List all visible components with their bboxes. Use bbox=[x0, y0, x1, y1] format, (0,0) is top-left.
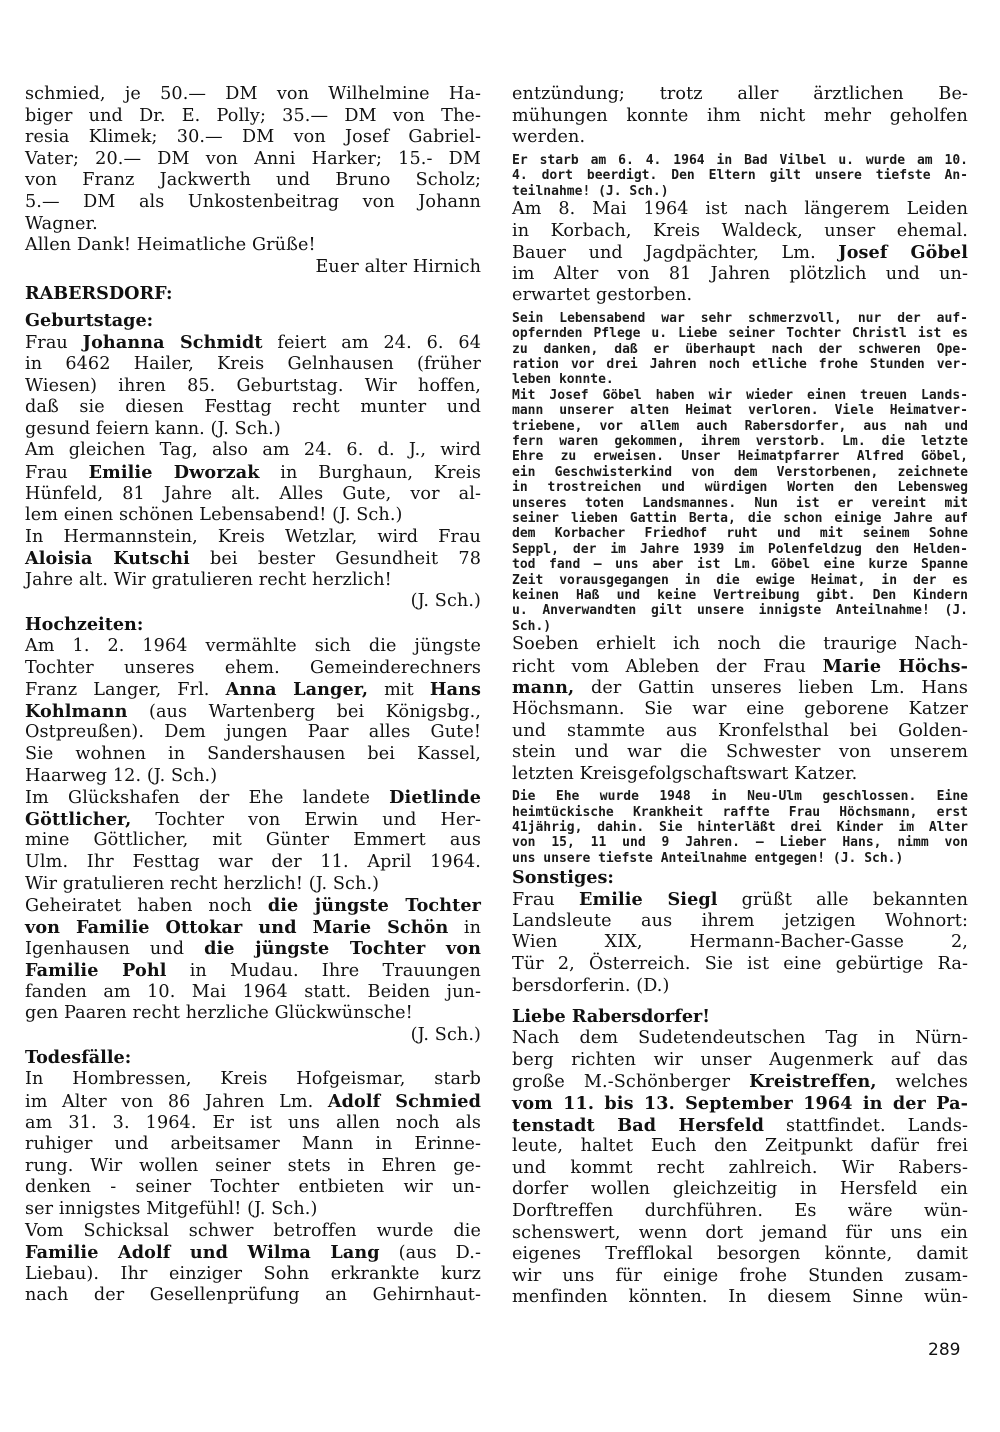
small-line: triebene, vor allem auch Rabersdorfer, aus nah und bbox=[512, 418, 968, 434]
small-line: dem Korbacher Friedhof ruht und mit seinem Sohne bbox=[512, 526, 968, 542]
heading-letter: Liebe Rabersdorfer! bbox=[512, 1006, 711, 1028]
text-line: Am gleichen Tag, also am 24. 6. d. J., wird bbox=[25, 440, 481, 461]
deaths-section bbox=[25, 1069, 481, 1307]
small-line: Die Ehe wurde 1948 in Neu-Ulm geschlossen. Eine bbox=[512, 789, 968, 805]
small-line: 4. dort beerdigt. Den Eltern gilt unsere tiefste An- bbox=[512, 168, 968, 184]
text-line: menfinden könnten. In diesem Sinne wün- bbox=[512, 1287, 968, 1308]
small-line: Sch.) bbox=[512, 618, 552, 634]
text-line: Göttlicher, Tochter von Erwin und Her- bbox=[25, 808, 481, 830]
small-line: seiner lieben Gattin Berta, die schon einige Jahre auf bbox=[512, 511, 968, 526]
text-line: von Franz Jackwerth und Bruno Scholz; bbox=[25, 170, 481, 191]
text-line: Wagner. bbox=[25, 213, 98, 234]
text-line: leute, haltet Euch den Zeitpunkt dafür frei bbox=[512, 1136, 968, 1157]
text-line: stein und war die Schwester von unserem bbox=[512, 742, 968, 763]
author-initials: (J. Sch.) bbox=[410, 591, 481, 612]
small-line: teilnahme! (J. Sch.) bbox=[512, 183, 669, 199]
small-line: uns unsere tiefste Anteilnahme entgegen! (J. Sch.) bbox=[512, 850, 904, 866]
text-line: Familie Pohl in Mudau. Ihre Trauungen bbox=[25, 959, 481, 981]
text-line: Tochter unseres ehem. Gemeinderechners bbox=[25, 657, 481, 678]
small-print-block-1 bbox=[512, 153, 968, 199]
text-line: letzten Kreisgefolgschaftswart Katzer. bbox=[512, 763, 858, 784]
right-column bbox=[512, 84, 968, 1309]
small-line: Sein Lebensabend war sehr schmerzvoll, nur der auf- bbox=[512, 310, 968, 326]
text-line: und stammte aus Kronfelsthal bei Golden- bbox=[512, 720, 968, 741]
heading-deaths: Todesfälle: bbox=[25, 1047, 132, 1069]
small-line: 41jährig, dahin. Sie hinterläßt drei Kinder im Alter bbox=[512, 820, 968, 836]
donations-paragraph bbox=[25, 84, 481, 278]
text-line: schmied, je 50.— DM von Wilhelmine Ha- bbox=[25, 84, 481, 104]
text-line: Höchsmann. Sie war eine geborene Katzer bbox=[512, 698, 968, 719]
text-line: fanden am 10. Mai 1964 statt. Beiden jun- bbox=[25, 981, 481, 1002]
text-line: im Alter von 81 Jahren plötzlich und un- bbox=[512, 263, 968, 284]
text-line: Franz Langer, Frl. Anna Langer, mit Hans bbox=[25, 679, 481, 701]
text-line: Nach dem Sudetendeutschen Tag in Nürn- bbox=[512, 1028, 968, 1049]
text-line: mühungen konnte ihm nicht mehr geholfen bbox=[512, 105, 968, 126]
small-line: Er starb am 6. 4. 1964 in Bad Vilbel u. wurde am 10. bbox=[512, 152, 968, 168]
thanks-line: Allen Dank! Heimatliche Grüße! bbox=[25, 235, 316, 256]
small-line: Mit Josef Göbel haben wir wieder einen treuen Lands- bbox=[512, 387, 968, 403]
small-print-block-2 bbox=[512, 311, 968, 634]
page-number: 289 bbox=[928, 1340, 961, 1360]
text-line: ser innigstes Mitgefühl! (J. Sch.) bbox=[25, 1198, 318, 1219]
text-line: Vom Schicksal schwer betroffen wurde die bbox=[25, 1220, 481, 1241]
text-line: erwartet gestorben. bbox=[512, 285, 693, 306]
text-line: vom 11. bis 13. September 1964 in der Pa- bbox=[512, 1092, 968, 1114]
small-line: Zeit vorausgegangen in die ewige Heimat, in der es bbox=[512, 572, 968, 588]
heading-birthdays: Geburtstage: bbox=[25, 310, 154, 332]
text-line: werden. bbox=[512, 127, 586, 148]
small-line: tod fand — uns aber ist Lm. Göbel eine kurze Spanne bbox=[512, 557, 968, 573]
small-line: Seppl, der im Jahre 1939 im Polenfeldzug den Helden- bbox=[512, 541, 968, 557]
text-line: In Hombressen, Kreis Hofgeismar, starb bbox=[25, 1069, 481, 1090]
small-line: zu danken, daß er überhaupt nach der schweren Ope- bbox=[512, 341, 968, 357]
text-line: Vater; 20.— DM von Anni Harker; 15.- DM bbox=[25, 148, 481, 169]
text-line: 5.— DM als Unkostenbeitrag von Johann bbox=[25, 191, 481, 212]
text-line: Frau Emilie Dworzak in Burghaun, Kreis bbox=[25, 461, 482, 483]
small-line: Ehre zu erweisen. Unser Heimatpfarrer Alfred Göbel, bbox=[512, 449, 968, 465]
text-line: biger und Dr. E. Polly; 35.— DM von The- bbox=[25, 105, 481, 126]
small-line: mann unserer alten Heimat verloren. Viele Heimatver- bbox=[512, 403, 968, 419]
left-column bbox=[25, 84, 481, 1307]
text-line: entzündung; trotz aller ärztlichen Be- bbox=[512, 84, 968, 104]
text-line: Ostpreußen). Dem jungen Paar alles Gute! bbox=[25, 722, 481, 743]
text-line: denken - seiner Tochter entbieten wir un- bbox=[25, 1177, 481, 1198]
author-initials: (J. Sch.) bbox=[410, 1024, 481, 1045]
text-line: In Hermannstein, Kreis Wetzlar, wird Frau bbox=[25, 526, 481, 547]
text-line: daß sie diesen Festtag recht munter und bbox=[25, 397, 481, 418]
heading-weddings: Hochzeiten: bbox=[25, 614, 144, 636]
text-line: Dorftreffen durchführen. Es wäre wün- bbox=[512, 1200, 968, 1221]
text-line: Tür 2, Österreich. Sie ist eine gebürtige Ra- bbox=[512, 954, 968, 975]
small-line: heimtückische Krankheit raffte Frau Höchsmann, erst bbox=[512, 804, 968, 820]
text-line: Frau Emilie Siegl grüßt alle bekannten bbox=[512, 889, 968, 911]
heading-misc: Sonstiges: bbox=[512, 867, 614, 889]
text-line: im Alter von 86 Jahren Lm. Adolf Schmied bbox=[25, 1090, 481, 1112]
small-line: keinen Haß und keine Vertreibung gibt. Den Kindern bbox=[512, 587, 968, 603]
text-line: Igenhausen und die jüngste Tochter von bbox=[25, 938, 482, 960]
text-line: Aloisia Kutschi bei bester Gesundheit 78 bbox=[25, 548, 481, 570]
text-line: in 6462 Hailer, Kreis Gelnhausen (früher bbox=[25, 353, 481, 374]
text-line: gen Paaren recht herzliche Glückwünsche! bbox=[25, 1003, 413, 1024]
small-line: ein Geschwisterkind von dem Verstorbenen, zeichnete bbox=[512, 464, 968, 480]
text-line: Kohlmann (aus Wartenberg bei Königsbg., bbox=[25, 700, 481, 722]
text-line: richt vom Ableben der Frau Marie Höchs- bbox=[512, 655, 968, 677]
text-line: berg richten wir unser Augenmerk auf das bbox=[512, 1049, 968, 1070]
section-title-rabersdorf: RABERSDORF: bbox=[25, 283, 173, 305]
text-line: Wiesen) ihren 85. Geburtstag. Wir hoffen, bbox=[25, 375, 481, 396]
text-line: wir uns für einige frohe Stunden zusam- bbox=[512, 1265, 968, 1286]
text-line: resia Klimek; 30.— DM von Josef Gabriel- bbox=[25, 127, 481, 148]
birthdays-section bbox=[25, 332, 481, 613]
small-line: unseres toten Landsmannes. Nun ist er vereint mit bbox=[512, 495, 968, 511]
text-line: Bauer und Jagdpächter, Lm. Josef Göbel bbox=[512, 242, 968, 264]
text-line: mann, der Gattin unseres lieben Lm. Hans bbox=[512, 677, 968, 699]
misc-section bbox=[512, 889, 968, 997]
text-line: schenswert, wenn dort jemand für uns ein bbox=[512, 1222, 968, 1243]
text-line: Hünfeld, 81 Jahre alt. Alles Gute, vor al- bbox=[25, 483, 481, 504]
small-line: ration vor drei Jahren noch etliche frohe Stunden ver- bbox=[512, 357, 968, 373]
text-line: mine Göttlicher, mit Günter Emmert aus bbox=[25, 830, 481, 851]
small-print-block-3 bbox=[512, 789, 968, 866]
text-line: Ulm. Ihr Festtag war der 11. April 1964. bbox=[25, 852, 481, 872]
text-line: Wir gratulieren recht herzlich! (J. Sch.) bbox=[25, 873, 380, 894]
text-line: in Korbach, Kreis Waldeck, unser ehemal. bbox=[512, 220, 968, 241]
text-line: am 31. 3. 1964. Er ist uns allen noch als bbox=[25, 1112, 481, 1133]
text-line: bersdorferin. (D.) bbox=[512, 975, 670, 996]
signature: Euer alter Hirnich bbox=[315, 256, 481, 277]
small-line: von 15, 11 und 9 Jahren. — Lieber Hans, nimm von bbox=[512, 835, 968, 851]
text-line: Am 1. 2. 1964 vermählte sich die jüngste bbox=[25, 636, 481, 657]
text-line: lem einen schönen Lebensabend! (J. Sch.) bbox=[25, 505, 403, 526]
text-line: Im Glückshafen der Ehe landete Dietlinde bbox=[25, 787, 481, 809]
text-line: Familie Adolf und Wilma Lang (aus D.- bbox=[25, 1242, 481, 1264]
small-line: in trostreichen und würdigen Worten den Lebensweg bbox=[512, 480, 968, 496]
text-line: Soeben erhielt ich noch die traurige Nach- bbox=[512, 634, 968, 655]
small-line: u. Anverwandten gilt unsere innigste Anteilnahme! (J. bbox=[512, 603, 968, 619]
text-line: Liebau). Ihr einziger Sohn erkrankte kurz bbox=[25, 1263, 481, 1284]
text-line: Haarweg 12. (J. Sch.) bbox=[25, 765, 218, 786]
text-line: tenstadt Bad Hersfeld stattfindet. Lands- bbox=[512, 1114, 968, 1136]
text-line: Jahre alt. Wir gratulieren recht herzlich! bbox=[25, 569, 392, 590]
text-line: ruhiger und arbeitsamer Mann in Erinne- bbox=[25, 1134, 481, 1155]
text-line: Wien XIX, Hermann-Bacher-Gasse 2, bbox=[512, 932, 968, 953]
text-line: gesund feiern kann. (J. Sch.) bbox=[25, 418, 281, 439]
text-line: große M.-Schönberger Kreistreffen, welches bbox=[512, 1071, 968, 1093]
text-line: dorfer wollen gleichzeitig in Hersfeld ein bbox=[512, 1179, 968, 1200]
small-line: fern waren gekommen, ihrem verstorb. Lm. die letzte bbox=[512, 434, 968, 450]
text-line: von Familie Ottokar und Marie Schön in bbox=[25, 916, 482, 938]
text-line: Frau Johanna Schmidt feiert am 24. 6. 64 bbox=[25, 332, 482, 354]
text-line: nach der Gesellenprüfung an Gehirnhaut- bbox=[25, 1285, 481, 1306]
text-line: Am 8. Mai 1964 ist nach längerem Leiden bbox=[512, 198, 968, 219]
text-line: Landsleute aus ihrem jetzigen Wohnort: bbox=[512, 910, 968, 931]
small-line: opfernden Pflege u. Liebe seiner Tochter Christl ist es bbox=[512, 326, 968, 342]
letter-section bbox=[512, 1028, 968, 1309]
small-line: leben konnte. bbox=[512, 372, 614, 388]
text-line: Sie wohnen in Sandershausen bei Kassel, bbox=[25, 744, 481, 765]
text-line: und kommt recht zahlreich. Wir Rabers- bbox=[512, 1157, 968, 1178]
weddings-section bbox=[25, 636, 481, 1046]
text-line: Geheiratet haben noch die jüngste Tochter bbox=[25, 895, 481, 917]
text-line: eigenes Trefflokal besorgen könnte, damit bbox=[512, 1244, 968, 1265]
text-line: rung. Wir wollen seiner stets in Ehren ge- bbox=[25, 1155, 481, 1176]
